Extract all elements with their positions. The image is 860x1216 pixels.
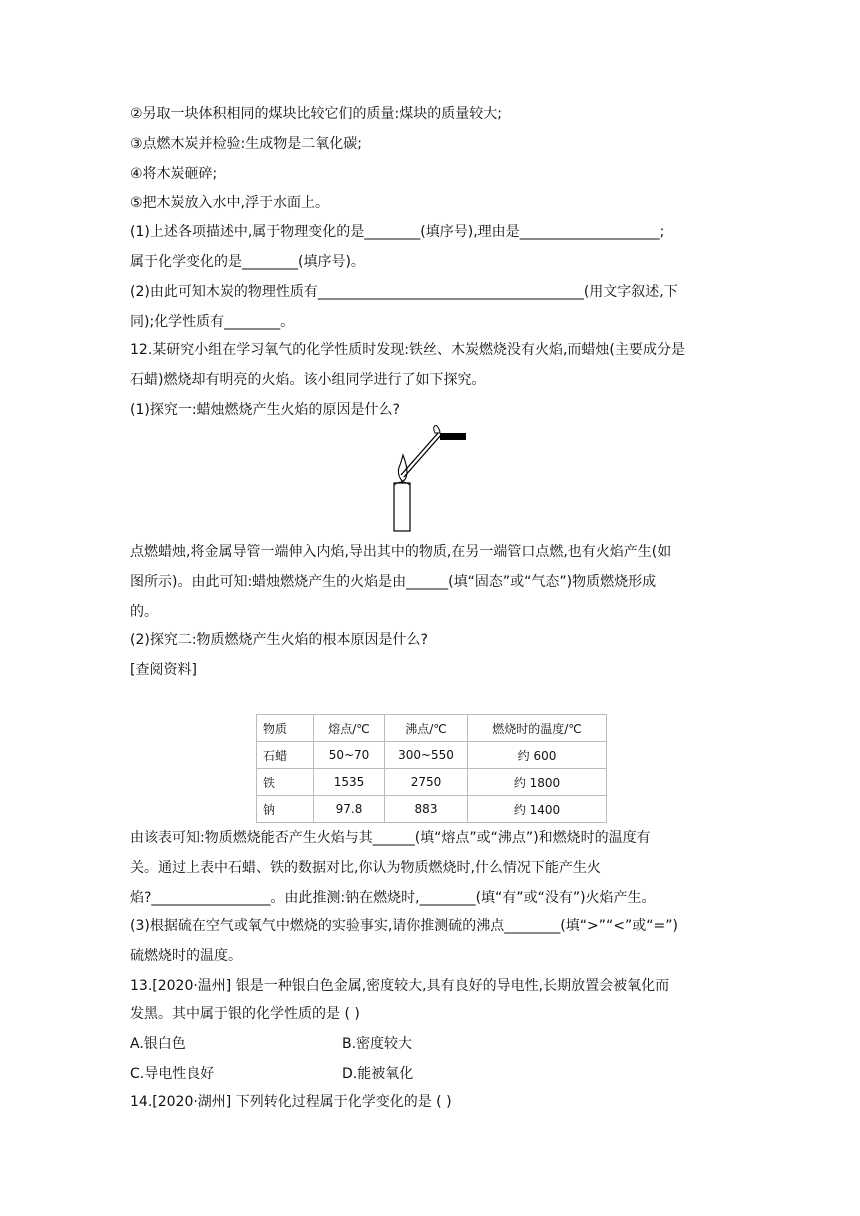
text-line: ④将木炭砸碎; [130, 166, 218, 182]
table-cell: 97.8 [314, 796, 385, 823]
table-cell: 883 [385, 796, 468, 823]
table-cell: 2750 [385, 769, 468, 796]
text-line: 12.某研究小组在学习氧气的化学性质时发现:铁丝、木炭燃烧没有火焰,而蜡烛(主要成分是 [130, 342, 685, 358]
text-line: 同);化学性质有________。 [130, 314, 295, 330]
text-line: 关。通过上表中石蜡、铁的数据对比,你认为物质燃烧时,什么情况下能产生火 [130, 860, 601, 876]
table-cell: 约 600 [468, 742, 607, 769]
candle-tube-figure [380, 425, 480, 535]
table-cell: 约 1800 [468, 769, 607, 796]
text-line: (3)根据硫在空气或氧气中燃烧的实验事实,请你推测硫的沸点________(填“>”“<”或“=”) [130, 918, 678, 934]
text-line: 属于化学变化的是________(填序号)。 [130, 254, 365, 270]
data-table [256, 714, 607, 823]
text-line: [查阅资料] [130, 662, 197, 678]
text-line: 石蜡)燃烧却有明亮的火焰。该小组同学进行了如下探究。 [130, 372, 486, 388]
option-d: D.能被氧化 [342, 1066, 414, 1082]
text-line: 发黑。其中属于银的化学性质的是 ( ) [130, 1006, 360, 1022]
table-header-row [257, 715, 607, 742]
text-line: ②另取一块体积相同的煤块比较它们的质量:煤块的质量较大; [130, 106, 502, 122]
table-cell: 50~70 [314, 742, 385, 769]
text-line: (1)探究一:蜡烛燃烧产生火焰的原因是什么? [130, 402, 400, 418]
table-header-cell: 物质 [257, 715, 314, 742]
text-line: ⑤把木炭放入水中,浮于水面上。 [130, 195, 330, 211]
table-cell: 石蜡 [257, 742, 314, 769]
table-header-cell: 熔点/℃ [314, 715, 385, 742]
holder [440, 433, 466, 440]
text-line: 点燃蜡烛,将金属导管一端伸入内焰,导出其中的物质,在另一端管口点燃,也有火焰产生(如 [130, 544, 672, 560]
text-line: (1)上述各项描述中,属于物理变化的是________(填序号),理由是____________________; [130, 224, 665, 240]
table-row [257, 796, 607, 823]
question-14: 14.[2020·湖州] 下列转化过程属于化学变化的是 ( ) [130, 1094, 452, 1110]
table-cell: 1535 [314, 769, 385, 796]
text-line: 由该表可知:物质燃烧能否产生火焰与其______(填“熔点”或“沸点”)和燃烧时的温度有 [130, 830, 651, 846]
tube-flame [434, 425, 440, 433]
text-line: ③点燃木炭并检验:生成物是二氧化碳; [130, 136, 362, 152]
table-cell: 约 1400 [468, 796, 607, 823]
table-cell: 钠 [257, 796, 314, 823]
text-line: 图所示)。由此可知:蜡烛燃烧产生的火焰是由______(填“固态”或“气态”)物质燃烧形成 [130, 574, 657, 590]
table-row [257, 742, 607, 769]
option-a: A.银白色 [130, 1036, 186, 1052]
text-line: 焰?_________________。由此推测:钠在燃烧时,________(填“有”或“没有”)火焰产生。 [130, 890, 656, 906]
flame [398, 455, 407, 481]
text-line: 硫燃烧时的温度。 [130, 948, 242, 964]
option-c: C.导电性良好 [130, 1066, 215, 1082]
text-line: 的。 [130, 604, 158, 620]
table-header-cell: 燃烧时的温度/℃ [468, 715, 607, 742]
option-b: B.密度较大 [342, 1036, 413, 1052]
table-cell: 300~550 [385, 742, 468, 769]
text-line: (2)探究二:物质燃烧产生火焰的根本原因是什么? [130, 632, 428, 648]
candle-body [394, 483, 410, 531]
text-line: 13.[2020·温州] 银是一种银白色金属,密度较大,具有良好的导电性,长期放置会被氧化而 [130, 978, 670, 994]
table-row [257, 769, 607, 796]
metal-tube [401, 433, 438, 475]
table-header-cell: 沸点/℃ [385, 715, 468, 742]
table-cell: 铁 [257, 769, 314, 796]
text-line: (2)由此可知木炭的物理性质有______________________________________(用文字叙述,下 [130, 284, 678, 300]
